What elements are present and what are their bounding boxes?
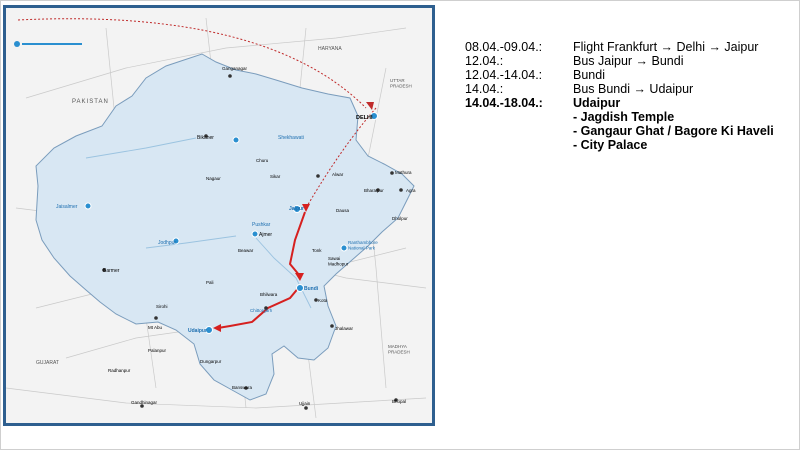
label-mt-abu: Mt Abu bbox=[148, 325, 163, 330]
label-sawai-madhopur: Sawai Madhopur bbox=[328, 256, 349, 267]
label-chittorgarh: Chittorgarh bbox=[250, 308, 273, 313]
label-uttar-pradesh: UTTAR PRADESH bbox=[390, 78, 412, 89]
label-jaisalmer: Jaisalmer bbox=[56, 204, 78, 210]
label-bhopal: Bhopal bbox=[392, 399, 407, 404]
itinerary-panel bbox=[465, 40, 795, 152]
label-dholpur: Dholpur bbox=[392, 216, 408, 221]
label-bikaner: Bikaner bbox=[197, 135, 214, 141]
itinerary-row-current bbox=[465, 96, 795, 110]
label-mathura: Mathura bbox=[395, 170, 412, 175]
label-alwar: Alwar bbox=[332, 172, 344, 177]
label-gandhinagar: Gandhinagar bbox=[131, 400, 158, 405]
itinerary-row bbox=[465, 68, 795, 82]
label-ujjain: Ujjain bbox=[299, 401, 311, 406]
label-kota: Kota bbox=[318, 298, 328, 303]
itinerary-date: 08.04.-09.04.: bbox=[465, 40, 543, 54]
label-agra: Agra bbox=[406, 188, 416, 193]
itinerary-date: 12.04.: bbox=[465, 54, 504, 68]
label-dungarpur: Dungarpur bbox=[200, 359, 222, 364]
itinerary-text: Bundi bbox=[573, 68, 605, 82]
ranthambhore-marker-icon bbox=[341, 245, 347, 251]
itinerary-date: 12.04.-14.04.: bbox=[465, 68, 543, 82]
itinerary-text: Bus Jaipur → Bundi bbox=[573, 54, 684, 68]
label-gujarat: GUJARAT bbox=[36, 360, 59, 366]
label-pali: Pali bbox=[206, 280, 214, 285]
label-palanpur: Palanpur bbox=[148, 348, 167, 353]
label-nagaur: Nagaur bbox=[206, 176, 221, 181]
itinerary-row bbox=[465, 82, 795, 96]
label-barmer: Barmer bbox=[103, 268, 120, 274]
sight-item: - City Palace bbox=[573, 138, 648, 152]
label-bhilwara: Bhilwara bbox=[260, 292, 278, 297]
label-ajmer: Ajmer bbox=[259, 232, 273, 238]
label-sikar: Sikar bbox=[270, 174, 281, 179]
label-udaipur: Udaipur bbox=[188, 328, 207, 334]
itinerary-text: Flight Frankfurt → Delhi → Jaipur bbox=[573, 40, 759, 54]
label-madhya-pradesh: MADHYA PRADESH bbox=[388, 344, 410, 355]
label-beawar: Beawar bbox=[238, 248, 254, 253]
label-pushkar: Pushkar bbox=[252, 222, 271, 228]
itinerary-row bbox=[465, 40, 795, 54]
label-sirohi: Sirohi bbox=[156, 304, 168, 309]
map-svg bbox=[6, 8, 432, 423]
label-ganganagar: Ganganagar bbox=[222, 66, 248, 71]
label-bharatpur: Bharatpur bbox=[364, 188, 384, 193]
label-shekhawati: Shekhawati bbox=[278, 135, 304, 141]
label-jhalawar: Jhalawar bbox=[335, 326, 354, 331]
label-radhanpur: Radhanpur bbox=[108, 368, 131, 373]
itinerary-text: Bus Bundi → Udaipur bbox=[573, 82, 694, 96]
sight-item: - Gangaur Ghat / Bagore Ki Haveli bbox=[573, 124, 774, 138]
jaisalmer-marker-icon bbox=[85, 203, 91, 209]
label-ranthambhore: Ranthambhore National Park bbox=[348, 240, 378, 251]
bundi-marker-icon bbox=[297, 285, 304, 292]
itinerary-date: 14.04.: bbox=[465, 82, 504, 96]
label-jodhpur: Jodhpur bbox=[158, 240, 177, 246]
sight-item: - Jagdish Temple bbox=[573, 110, 675, 124]
rajasthan-route-map bbox=[3, 5, 435, 426]
label-bundi: Bundi bbox=[304, 286, 319, 292]
shekhawati-marker-icon bbox=[233, 137, 239, 143]
label-jaipur: Jaipur bbox=[289, 206, 305, 212]
itinerary-text: Udaipur bbox=[573, 96, 621, 110]
label-banswara: Banswara bbox=[232, 385, 253, 390]
label-pakistan: PAKISTAN bbox=[72, 99, 109, 105]
label-tonk: Tonk bbox=[312, 248, 322, 253]
label-churu: Churu bbox=[256, 158, 269, 163]
itinerary-date: 14.04.-18.04.: bbox=[465, 96, 543, 110]
itinerary-row bbox=[465, 54, 795, 68]
ajmer-marker-icon bbox=[252, 231, 258, 237]
label-haryana: HARYANA bbox=[318, 46, 342, 52]
label-dausa: Dausa bbox=[336, 208, 350, 213]
label-delhi: DELHI bbox=[356, 115, 373, 121]
